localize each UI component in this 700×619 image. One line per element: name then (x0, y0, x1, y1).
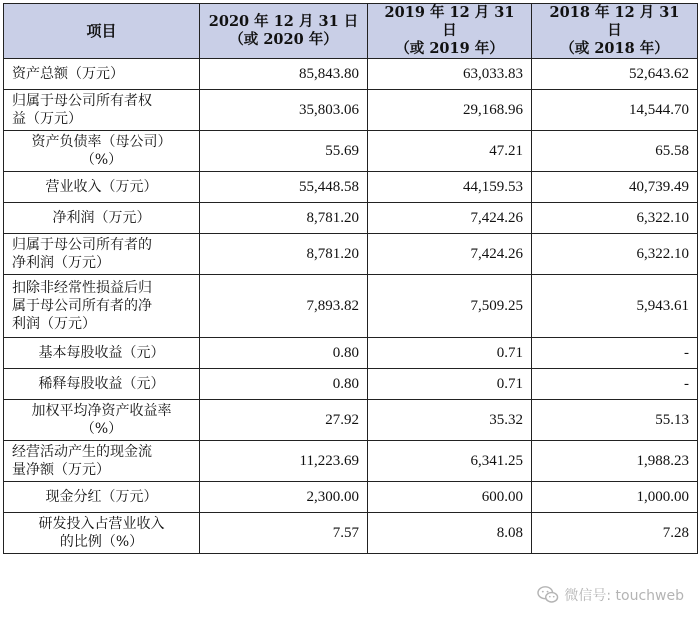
row-label: 研发投入占营业收入 的比例（%） (4, 513, 200, 554)
value-2018: 40,739.49 (532, 172, 698, 203)
header-2018: 2018 年 12 月 31 日 （或 2018 年） (532, 4, 698, 59)
value-2019: 44,159.53 (368, 172, 532, 203)
value-2019: 7,424.26 (368, 203, 532, 234)
wechat-icon (537, 585, 559, 605)
header-item: 项目 (4, 4, 200, 59)
table-row (4, 482, 698, 513)
value-2018: 55.13 (532, 400, 698, 441)
value-2019: 600.00 (368, 482, 532, 513)
financial-table (3, 3, 698, 554)
value-2018: - (532, 338, 698, 369)
row-label: 归属于母公司所有者权 益（万元） (4, 90, 200, 131)
value-2018: - (532, 369, 698, 400)
value-2019: 63,033.83 (368, 59, 532, 90)
row-label: 加权平均净资产收益率 （%） (4, 400, 200, 441)
row-label: 扣除非经常性损益后归 属于母公司所有者的净 利润（万元） (4, 275, 200, 338)
value-2019: 7,509.25 (368, 275, 532, 338)
row-label: 归属于母公司所有者的 净利润（万元） (4, 234, 200, 275)
row-label: 营业收入（万元） (4, 172, 200, 203)
value-2018: 7.28 (532, 513, 698, 554)
table-row (4, 203, 698, 234)
table-row (4, 234, 698, 275)
table-row (4, 275, 698, 338)
row-label: 现金分红（万元） (4, 482, 200, 513)
value-2018: 52,643.62 (532, 59, 698, 90)
watermark-text: 微信号: touchweb (564, 588, 684, 604)
value-2018: 6,322.10 (532, 234, 698, 275)
row-label: 经营活动产生的现金流 量净额（万元） (4, 441, 200, 482)
value-2019: 0.71 (368, 369, 532, 400)
value-2020: 35,803.06 (200, 90, 368, 131)
row-label: 净利润（万元） (4, 203, 200, 234)
value-2018: 1,988.23 (532, 441, 698, 482)
value-2019: 0.71 (368, 338, 532, 369)
value-2020: 7.57 (200, 513, 368, 554)
value-2018: 14,544.70 (532, 90, 698, 131)
table-row (4, 338, 698, 369)
value-2020: 0.80 (200, 338, 368, 369)
table-row (4, 513, 698, 554)
header-2020: 2020 年 12 月 31 日 （或 2020 年） (200, 4, 368, 59)
row-label: 资产总额（万元） (4, 59, 200, 90)
value-2020: 85,843.80 (200, 59, 368, 90)
value-2019: 47.21 (368, 131, 532, 172)
table-row (4, 441, 698, 482)
value-2020: 7,893.82 (200, 275, 368, 338)
row-label: 稀释每股收益（元） (4, 369, 200, 400)
header-2019: 2019 年 12 月 31 日 （或 2019 年） (368, 4, 532, 59)
value-2018: 5,943.61 (532, 275, 698, 338)
value-2020: 0.80 (200, 369, 368, 400)
row-label: 资产负债率（母公司） （%） (4, 131, 200, 172)
value-2019: 35.32 (368, 400, 532, 441)
table-row (4, 400, 698, 441)
table-row (4, 131, 698, 172)
value-2020: 2,300.00 (200, 482, 368, 513)
table-row (4, 59, 698, 90)
value-2019: 6,341.25 (368, 441, 532, 482)
value-2020: 27.92 (200, 400, 368, 441)
value-2018: 6,322.10 (532, 203, 698, 234)
table-row (4, 369, 698, 400)
value-2018: 65.58 (532, 131, 698, 172)
value-2020: 11,223.69 (200, 441, 368, 482)
value-2019: 7,424.26 (368, 234, 532, 275)
value-2020: 8,781.20 (200, 203, 368, 234)
table-row (4, 172, 698, 203)
value-2020: 55,448.58 (200, 172, 368, 203)
value-2020: 8,781.20 (200, 234, 368, 275)
row-label: 基本每股收益（元） (4, 338, 200, 369)
value-2019: 8.08 (368, 513, 532, 554)
table-row (4, 90, 698, 131)
watermark (537, 585, 684, 605)
value-2019: 29,168.96 (368, 90, 532, 131)
value-2020: 55.69 (200, 131, 368, 172)
value-2018: 1,000.00 (532, 482, 698, 513)
table-header-row (4, 4, 698, 59)
